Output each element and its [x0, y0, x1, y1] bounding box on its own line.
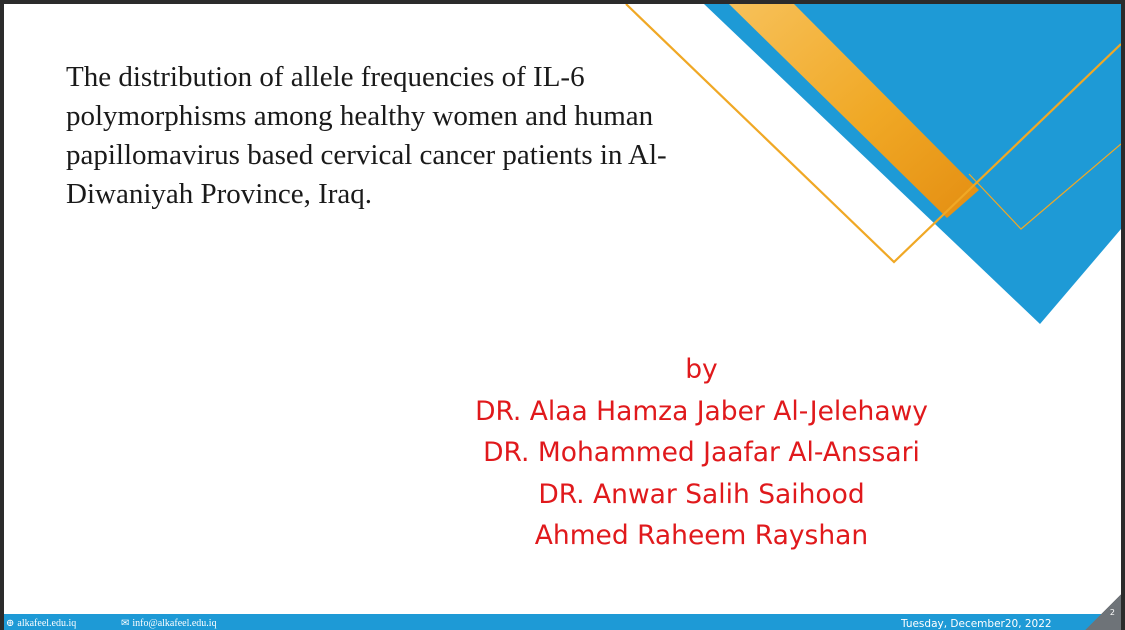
globe-icon: ⊕: [6, 618, 15, 629]
slide-title: The distribution of allele frequencies of IL-6 polymorphisms among healthy women and human papillomavirus based cervical cancer patients in Al-Diwaniyah Province, Iraq.: [66, 61, 667, 210]
email-icon: ✉: [121, 618, 130, 629]
email-link[interactable]: [121, 617, 217, 630]
authors-block: [404, 349, 999, 557]
author-3: DR. Anwar Salih Saihood: [538, 478, 865, 510]
author-1: DR. Alaa Hamza Jaber Al-Jelehawy: [475, 395, 928, 427]
footer-date: Tuesday, December20, 2022: [901, 618, 1052, 630]
page-number: 2: [1109, 608, 1115, 617]
email-text: info@alkafeel.edu.iq: [132, 618, 217, 629]
author-2: DR. Mohammed Jaafar Al-Anssari: [483, 437, 920, 468]
website-link[interactable]: [6, 617, 76, 630]
footer-bar: [4, 614, 1121, 630]
slide: [4, 4, 1121, 630]
page-number-badge: [1085, 594, 1121, 630]
by-label: by: [685, 354, 718, 385]
website-text: alkafeel.edu.iq: [17, 618, 77, 629]
author-4: Ahmed Raheem Rayshan: [534, 520, 869, 551]
